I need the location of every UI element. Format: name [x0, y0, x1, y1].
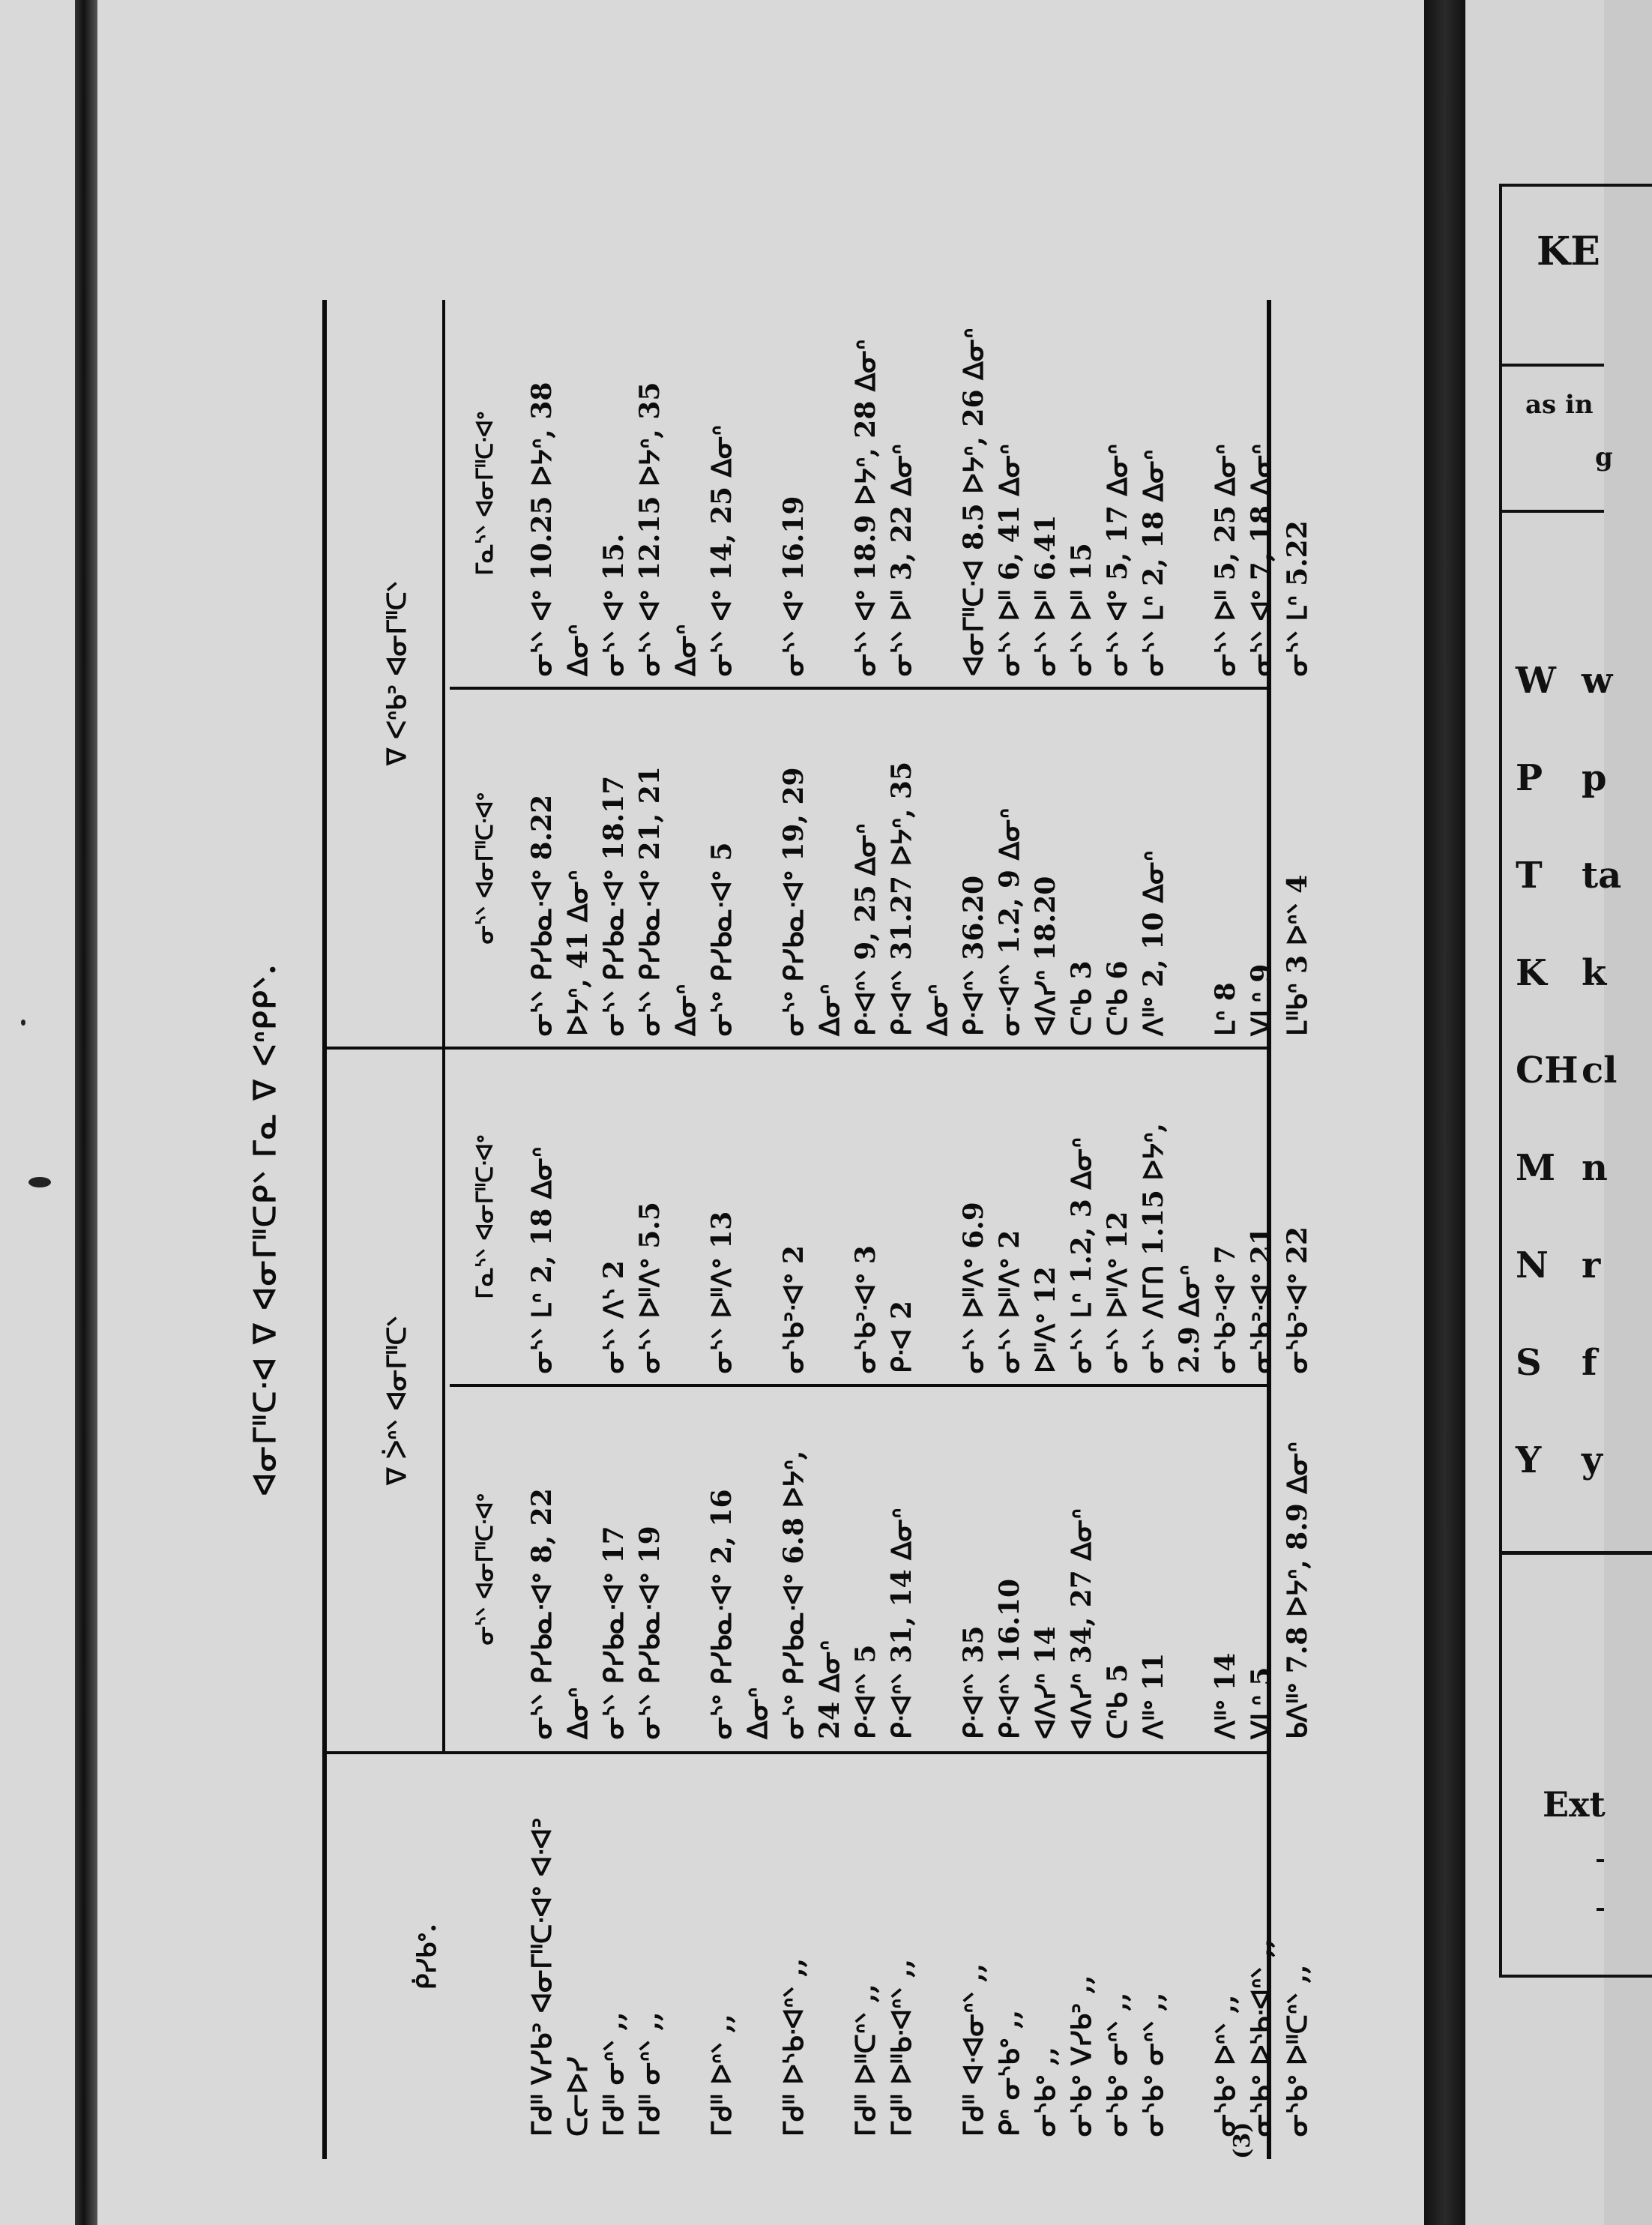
subheader: ᓂᔅᐠ ᐊᓂᒥᐦᑕᐧᐊᐤ — [472, 792, 498, 945]
key-letter: S — [1516, 1342, 1542, 1384]
table-cell-c2: ᓂᔅᐠ ᐅᐦᐱᐤ 12 — [1102, 1211, 1133, 1373]
table-cell-c2: ᓂᔅᑲᐣᐧᐊᐤ 3 — [850, 1245, 881, 1373]
table-cell-place: ᒥᑯᐦ ᐅᐢᐠ ,, — [706, 2014, 738, 2137]
key-ext-frame — [1499, 1552, 1652, 1978]
table-cell-c1: ᑭᐧᐊᐢᐠ 31, 14 ᐃᓂᐢ — [886, 1508, 917, 1739]
key-ext-dash — [1597, 1908, 1604, 1911]
table-cell-c3: ᐅᔭᐢ, 41 ᐃᓂᐢ — [562, 870, 594, 1036]
table-cell-c2: ᐅᐦᐱᐤ 12 — [1030, 1266, 1061, 1373]
table-cell-c1: ᐱᐦᐤ 14 — [1210, 1652, 1241, 1739]
table-cell-c1: ᐯᒪᐢ 5 — [1246, 1667, 1277, 1739]
table-cell-c1: ᓂᔅᐤ ᑭᓯᑲᓇᐧᐊᐤ 6.8 ᐅᔭᐢ, — [778, 1450, 810, 1739]
table-cell-c3: ᑕᐢᑲ 6 — [1102, 960, 1133, 1036]
table-cell-place: ᒥᑯᐦ ᓂᐢᐠ ,, — [598, 2011, 630, 2137]
key-value: k — [1582, 952, 1607, 994]
table-cell-c4: ᓂᔅᐠ ᐊᐤ 16.19 — [778, 496, 810, 676]
syllabic-table — [225, 300, 1313, 2159]
key-value: p — [1582, 757, 1607, 799]
key-title: KE — [1537, 229, 1600, 274]
table-cell-place: ᒥᑯᐦ ᐅᐦᑲᐧᐊᐢᐠ ,, — [886, 1958, 917, 2137]
table-cell-c3: ᓂᔅᐠ ᑭᓯᑲᓇᐧᐊᐤ 21, 21 — [634, 766, 666, 1036]
table-cell-c2: 2.9 ᐃᓂᐢ — [1174, 1265, 1205, 1373]
table-cell-c1: ᓂᔅᐠ ᑭᓯᑲᓇᐧᐊᐤ 17 — [598, 1526, 630, 1739]
table-cell-c4: ᓂᔅᐠ ᐊᐤ 7, 18 ᐃᓂᐢ — [1246, 444, 1277, 676]
table-cell-c3: ᓂᔅᐠ ᑭᓯᑲᓇᐧᐊᐤ 18.17 — [598, 775, 630, 1036]
table-cell-c4: ᓂᔅᐠ ᐅᐦ 5, 25 ᐃᓂᐢ — [1210, 444, 1241, 676]
table-cell-c2: ᓂᔅᐠ ᐅᐦᐱᐤ 5.5 — [634, 1202, 666, 1373]
key-ext-dash — [1597, 1859, 1604, 1862]
table-cell-place: ᓂᔅᑲᐤ ᓂᐢᐠ ,, — [1138, 1992, 1169, 2137]
table-cell-c1: ᓂᔅᐠ ᑭᓯᑲᓇᐧᐊᐤ 8, 22 — [526, 1488, 558, 1739]
table-cell-c4: ᓂᔅᐠ ᐅᐦ 6, 41 ᐃᓂᐢ — [994, 444, 1025, 676]
table-cell-c1: ᐊᐱᓯᐢ 34, 27 ᐃᓂᐢ — [1066, 1508, 1097, 1739]
key-value: r — [1582, 1244, 1601, 1286]
subheader: ᓂᔅᐠ ᐊᓂᒥᐦᑕᐧᐊᐤ — [472, 1493, 498, 1646]
key-letter: T — [1516, 855, 1543, 897]
table-cell-c1: ᐊᐱᓯᐢ 14 — [1030, 1626, 1061, 1739]
key-subtitle: as in — [1525, 390, 1594, 420]
table-cell-c3: ᐱᐦᐤ 2, 10 ᐃᓂᐢ — [1138, 850, 1169, 1036]
table-cell-c2: ᓂᔅᑲᐣᐧᐊᐤ 7 — [1210, 1245, 1241, 1373]
table-cell-place: ᓂᔅᑲᐤ ᓂᐢᐠ ,, — [1102, 1992, 1133, 2137]
key-value: y — [1582, 1439, 1603, 1481]
table-cell-c1: ᑭᐧᐊᐢᐠ 5 — [850, 1644, 881, 1739]
table-cell-c4: ᓂᔅᐠ ᐊᐤ 15. — [598, 533, 630, 676]
left-page-edge — [75, 0, 97, 2225]
table-cell-place: ᑕᓕᐅᓯ — [562, 2056, 594, 2137]
table-cell-c4: ᓂᔅᐠ ᐊᐤ 5, 17 ᐃᓂᐢ — [1102, 444, 1133, 676]
table-cell-place: ᒥᑯᐦ ᐯᓯᑲᐣ ᐊᓂᒥᐦᑕᐧᐊᐤ ᐊᐧᐊᐣ — [526, 1817, 558, 2137]
table-cell-place: ᒥᑯᐦ ᓂᐢᐠ ,, — [634, 2011, 666, 2137]
table-cell-c4: ᓂᔅᐠ ᐊᐤ 18.9 ᐅᔭᐢ, 28 ᐃᓂᐢ — [850, 339, 881, 676]
table-cell-c4: ᐃᓂᐢ — [670, 624, 702, 676]
header-place: ᑮᓯᑲᐤ. — [412, 1923, 442, 1990]
header-group-right: ᐁ ᐸᐢᑲᐣ ᐊᓂᒥᐦᑕᐠ — [382, 580, 412, 766]
table-cell-c3: ᓂᐧᐊᐢᐠ 1.2, 9 ᐃᓂᐢ — [994, 808, 1025, 1036]
key-value: w — [1582, 660, 1613, 702]
table-cell-c4: ᓂᔅᐠ ᐊᐤ 14, 25 ᐃᓂᐢ — [706, 425, 738, 676]
table-cell-c1: ᑭᐧᐊᐢᐠ 35 — [958, 1625, 989, 1739]
header-group-left: ᐁ ᐴᐢᐠ ᐊᓂᒥᐦᑕᐠ — [382, 1316, 412, 1485]
table-cell-c3: ᑭᐧᐊᐢᐠ 31.27 ᐅᔭᐢ, 35 — [886, 762, 917, 1036]
table-cell-c2: ᓂᔅᐠ ᒪᐢ 2, 18 ᐃᓂᐢ — [526, 1146, 558, 1373]
table-cell-c3: ᐊᐱᓯᐢ 18.20 — [1030, 876, 1061, 1036]
table-cell-c1: ᐃᓂᐢ — [742, 1687, 774, 1739]
key-letter: M — [1516, 1147, 1556, 1189]
table-cell-c2: ᓂᔅᑲᐣᐧᐊᐤ 21 — [1246, 1226, 1277, 1373]
table-cell-c3: ᑭᐧᐊᐢᐠ 9, 25 ᐃᓂᐢ — [850, 823, 881, 1036]
table-cell-place: ᒥᑯᐦ ᐅᐦᑕᐢᐠ ,, — [850, 1984, 881, 2137]
table-cell-c4: ᓂᔅᐠ ᒪᐢ 2, 18 ᐃᓂᐢ — [1138, 449, 1169, 676]
key-subtitle-2: g — [1595, 442, 1613, 472]
table-cell-c3: ᓂᔅᐠ ᑭᓯᑲᓇᐧᐊᐤ 8.22 — [526, 794, 558, 1036]
table-cell-c4: ᓂᔅᐠ ᐊᐤ 10.25 ᐅᔭᐢ, 38 — [526, 382, 558, 676]
table-cell-c4: ᓂᔅᐠ ᐅᐦ 6.41 — [1030, 514, 1061, 676]
table-cell-place: ᓂᔅᑲᐤ ᐅᐢᐠ ,, — [1210, 1994, 1241, 2137]
table-cell-place: ᓂᔅᑲᐤ ᐅᐦᑕᐢᐠ ,, — [1282, 1964, 1313, 2137]
table-cell-c2: ᓂᔅᐠ ᐅᐦᐱᐤ 6.9 — [958, 1202, 989, 1373]
key-value: ta — [1582, 855, 1622, 897]
key-rule — [1499, 364, 1604, 367]
book-binding — [1424, 0, 1465, 2225]
table-cell-c1: 24 ᐃᓂᐢ — [814, 1640, 845, 1739]
table-cell-c4: ᓂᔅᐠ ᒪᐢ 5.22 — [1282, 520, 1313, 676]
key-rule — [1499, 510, 1604, 513]
table-cell-c3: ᐃᓂᐢ — [814, 984, 845, 1036]
table-cell-c3: ᒪᐦᑲᐢ 3 ᐅᐢᐠ 4 — [1282, 874, 1313, 1036]
footnote-mark: (3) — [1229, 2122, 1255, 2159]
key-letter: P — [1516, 757, 1543, 799]
table-cell-place: ᒥᑯᐦ ᐊᐧᐊᓂᐢᐠ ,, — [958, 1963, 989, 2137]
table-cell-c1: ᓂᔅᐠ ᑭᓯᑲᓇᐧᐊᐤ 19 — [634, 1526, 666, 1739]
key-letter: K — [1516, 952, 1547, 994]
table-cell-c1: ᑲᐱᐦᐤ 7.8 ᐅᔭᐢ, 8.9 ᐃᓂᐢ — [1282, 1442, 1313, 1739]
table-cell-c4: ᐃᓂᐢ — [562, 624, 594, 676]
key-letter: W — [1516, 660, 1556, 702]
key-value: f — [1582, 1342, 1597, 1384]
table-cell-c2: ᓂᔅᐠ ᐅᐦᐱᐤ 13 — [706, 1211, 738, 1373]
table-cell-c2: ᓂᔅᐠ ᒪᐢ 1.2, 3 ᐃᓂᐢ — [1066, 1137, 1097, 1373]
table-cell-place: ᓂᔅᑲᐤ ,, — [1030, 2047, 1061, 2137]
table-cell-c3: ᒪᐢ 8 — [1210, 982, 1241, 1036]
key-letter: Y — [1516, 1439, 1542, 1481]
table-cell-c2: ᓂᔅᐠ ᐱᒥᑎ 1.15 ᐅᔭᐢ, — [1138, 1122, 1169, 1373]
table-cell-c1: ᑕᐢᑲ 5 — [1102, 1664, 1133, 1739]
table-cell-place: ᓂᔅᑲᐤ ᐯᓯᑲᐣ ,, — [1066, 1975, 1097, 2137]
table-cell-c3: ᓂᔅᐤ ᑭᓯᑲᓇᐧᐊᐤ 5 — [706, 842, 738, 1036]
top-rule — [322, 300, 327, 2159]
table-cell-c3: ᐯᒪᐢ 9 — [1246, 963, 1277, 1036]
key-letter: CH — [1516, 1050, 1579, 1092]
key-ext-label: Ext — [1543, 1784, 1606, 1825]
table-cell-place: ᓂᔅᑲᐤ ᐅᔅᑲᐧᐊᐢᐠ ,, — [1246, 1938, 1277, 2137]
table-cell-c3: ᑕᐢᑲ 3 — [1066, 960, 1097, 1036]
table-cell-c3: ᓂᔅᐤ ᑭᓯᑲᓇᐧᐊᐤ 19, 29 — [778, 767, 810, 1036]
table-title: ᐊᓂᒥᐦᑕᐧᐊ ᐁ ᐊᓂᒥᐦᑕᑭᐠ ᒥᓇ ᐁ ᐸᐢᑭᑭᐠ. — [247, 963, 283, 1496]
table-cell-c1: ᐃᓂᐢ — [562, 1687, 594, 1739]
col-divider — [322, 1751, 1270, 1754]
col-divider — [322, 1047, 1270, 1050]
table-cell-c3: ᐃᓂᐢ — [922, 984, 953, 1036]
table-cell-place: ᑭᐢ ᓂᔅᑲᐤ ,, — [994, 2009, 1025, 2137]
key-value: n — [1582, 1147, 1608, 1189]
speck-mark — [28, 1177, 51, 1187]
table-cell-c4: ᓂᔅᐠ ᐅᐦ 3, 22 ᐃᓂᐢ — [886, 444, 917, 676]
header-rule — [442, 300, 445, 1754]
table-cell-c2: ᓂᔅᑲᐣᐧᐊᐤ 22 — [1282, 1226, 1313, 1373]
subheader: ᒥᓇᔅᐠ ᐊᓂᒥᐦᑕᐧᐊᐤ — [472, 1134, 498, 1299]
key-letter: N — [1516, 1244, 1549, 1286]
table-cell-c1: ᑭᐧᐊᐢᐠ 16.10 — [994, 1578, 1025, 1739]
speck-mark — [21, 1020, 25, 1026]
table-cell-c3: ᐃᓂᐢ — [670, 984, 702, 1036]
table-cell-c2: ᓂᔅᐠ ᐱᔅ 2 — [598, 1260, 630, 1373]
subheader: ᒥᓇᔅᐠ ᐊᓂᒥᐦᑕᐧᐊᐤ — [472, 411, 498, 576]
key-value: cl — [1582, 1050, 1618, 1092]
subcol-divider — [450, 1384, 1270, 1387]
table-cell-c1: ᓂᔅᐤ ᑭᓯᑲᓇᐧᐊᐤ 2, 16 — [706, 1489, 738, 1739]
table-cell-c2: ᑭᐧᐊ 2 — [886, 1300, 917, 1373]
table-cell-c3: ᑭᐧᐊᐢᐠ 36.20 — [958, 875, 989, 1036]
table-cell-c2: ᓂᔅᐠ ᐅᐦᐱᐤ 2 — [994, 1229, 1025, 1373]
table-cell-c1: ᐱᐦᐤ 11 — [1138, 1652, 1169, 1739]
table-cell-c4: ᓂᔅᐠ ᐊᐤ 12.15 ᐅᔭᐢ, 35 — [634, 382, 666, 676]
table-cell-place: ᒥᑯᐦ ᐅᔅᑲᐧᐊᐢᐠ ,, — [778, 1957, 810, 2137]
subcol-divider — [450, 687, 1270, 690]
table-cell-c2: ᓂᔅᑲᐣᐧᐊᐤ 2 — [778, 1245, 810, 1373]
table-cell-c4: ᐊᓂᒥᐦᑕᐧᐊ 8.5 ᐅᔭᐢ, 26 ᐃᓂᐢ — [958, 328, 989, 676]
table-cell-c4: ᓂᔅᐠ ᐅᐦ 15 — [1066, 543, 1097, 676]
